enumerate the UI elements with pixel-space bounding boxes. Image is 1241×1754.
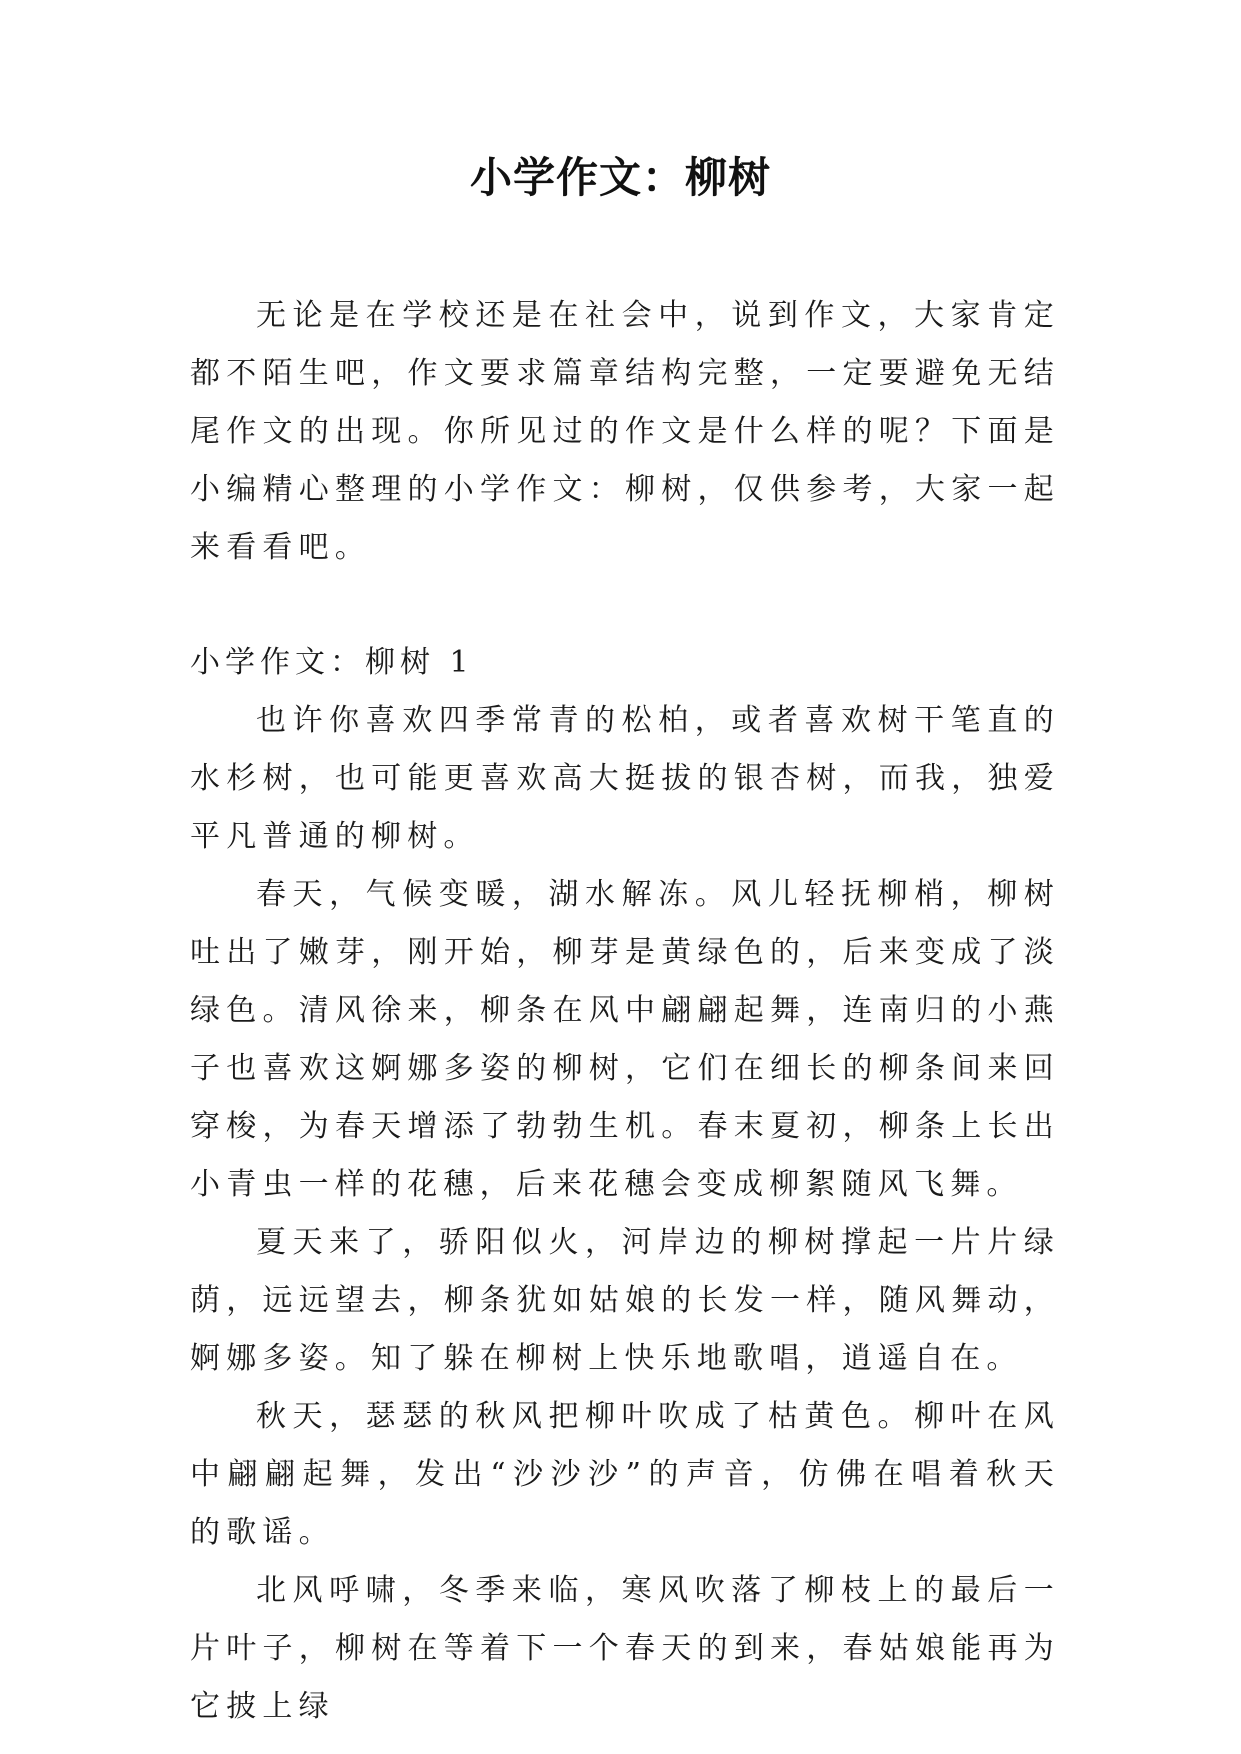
body-paragraph-4: 秋天，瑟瑟的秋风把柳叶吹成了枯黄色。柳叶在风中翩翩起舞，发出“沙沙沙”的声音，仿佛在唱着秋天的歌谣。 — [190, 1399, 1060, 1550]
spacer — [190, 577, 1060, 634]
document-body — [190, 287, 1060, 1736]
body-paragraph-2: 春天，气候变暖，湖水解冻。风儿轻抚柳梢，柳树吐出了嫩芽，刚开始，柳芽是黄绿色的，后来变成了淡绿色。清风徐来，柳条在风中翩翩起舞，连南归的小燕子也喜欢这婀娜多姿的柳树，它们在细长的柳条间来回穿梭，为春天增添了勃勃生机。春末夏初，柳条上长出小青虫一样的花穗，后来花穗会变成柳絮随风飞舞。 — [190, 877, 1060, 1202]
document-title: 小学作文：柳树 — [469, 153, 771, 202]
body-paragraph-3: 夏天来了，骄阳似火，河岸边的柳树撑起一片片绿荫，远远望去，柳条犹如姑娘的长发一样，随风舞动，婀娜多姿。知了躲在柳树上快乐地歌唱，逍遥自在。 — [190, 1225, 1060, 1376]
intro-paragraph: 无论是在学校还是在社会中，说到作文，大家肯定都不陌生吧，作文要求篇章结构完整，一定要避免无结尾作文的出现。你所见过的作文是什么样的呢？下面是小编精心整理的小学作文：柳树，仅供参考，大家一起来看看吧。 — [190, 298, 1060, 565]
body-paragraph-5: 北风呼啸，冬季来临，寒风吹落了柳枝上的最后一片叶子，柳树在等着下一个春天的到来，春姑娘能再为它披上绿 — [190, 1573, 1060, 1724]
body-paragraph-1: 也许你喜欢四季常青的松柏，或者喜欢树干笔直的水杉树，也可能更喜欢高大挺拔的银杏树，而我，独爱平凡普通的柳树。 — [190, 703, 1060, 854]
section-heading: 小学作文：柳树 1 — [190, 645, 474, 680]
